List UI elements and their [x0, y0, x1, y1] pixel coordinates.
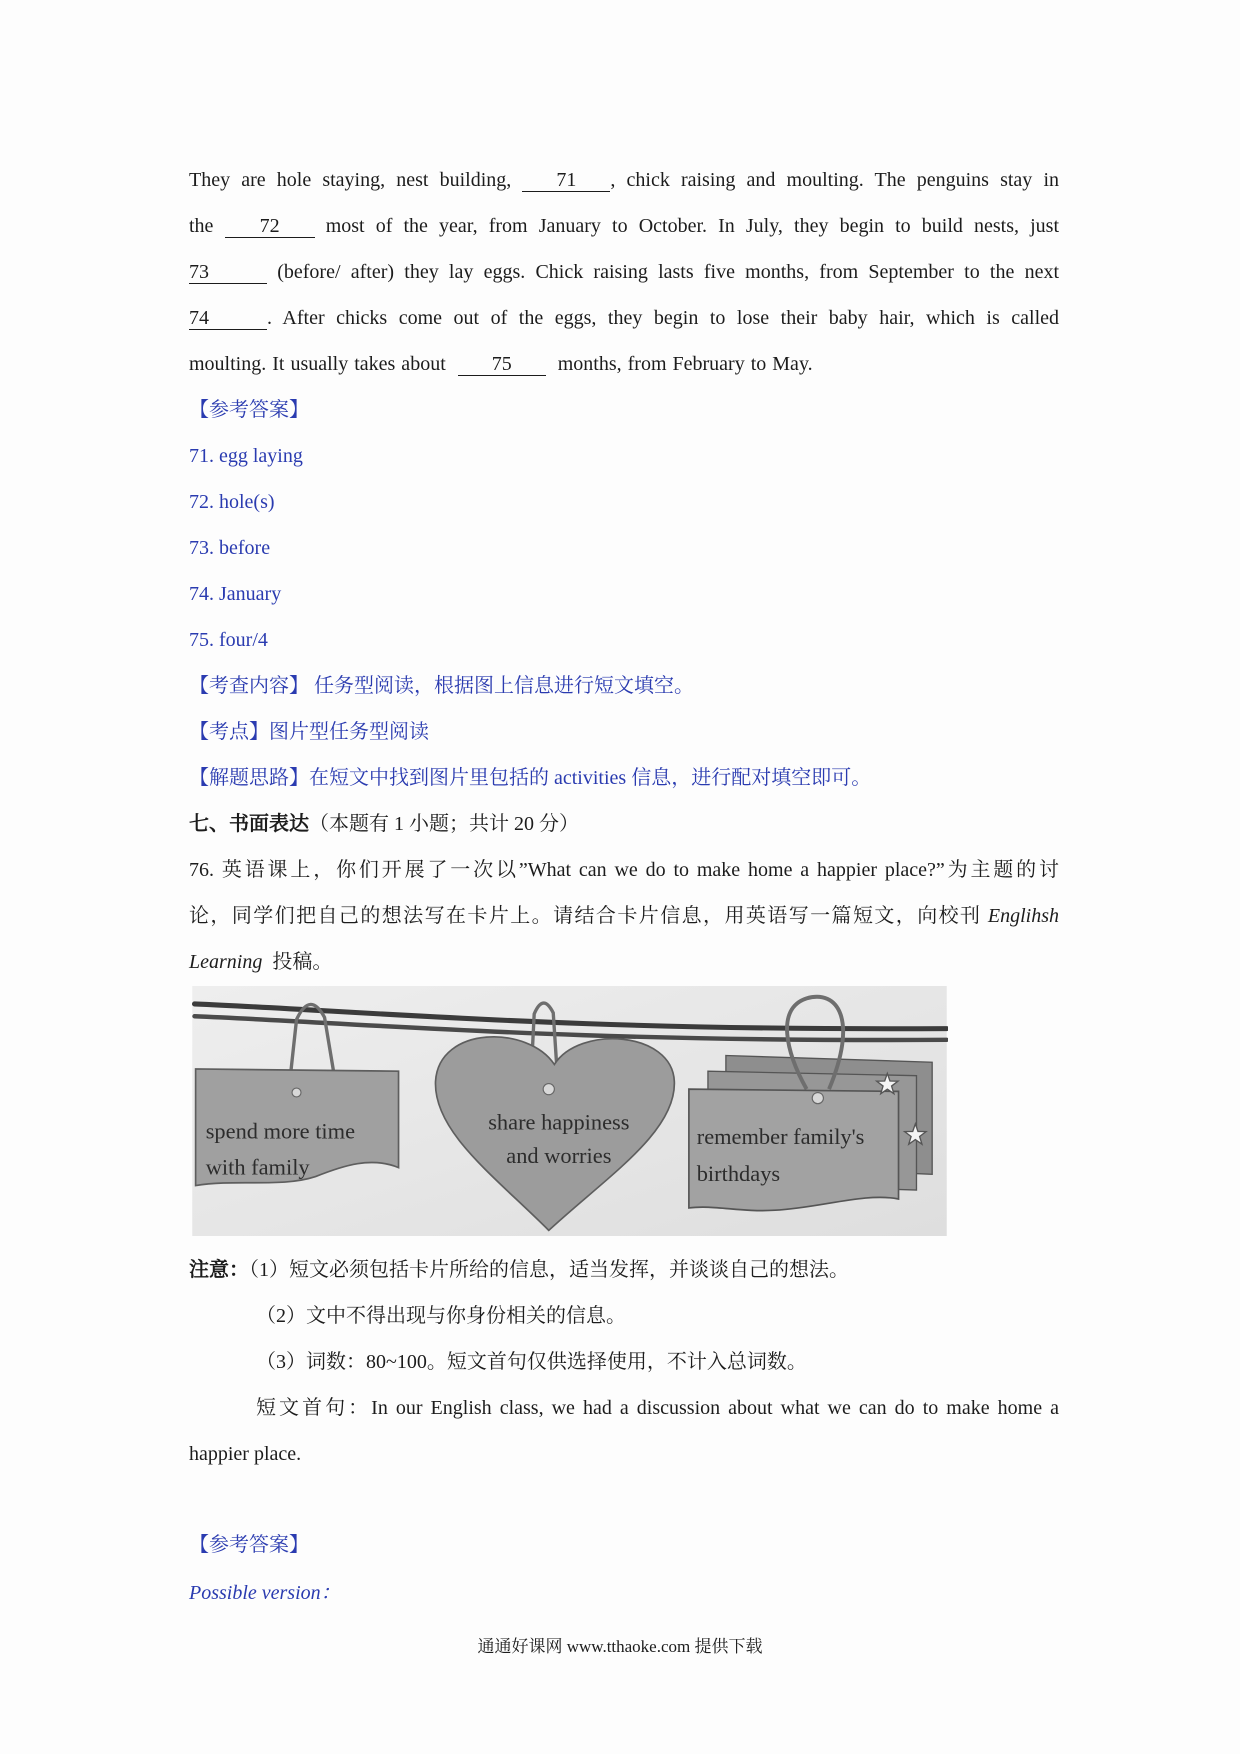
- passage-text: (before/ after) they lay eggs. Chick raising lasts five months, from September to the next: [277, 261, 1060, 283]
- magazine-name: Englihsh: [987, 905, 1060, 927]
- blank-74: 74: [189, 307, 267, 330]
- section-heading: [189, 810, 1059, 838]
- analysis-approach: 【解题思路】在短文中找到图片里包括的 activities 信息，进行配对填空即可。: [189, 767, 872, 789]
- passage-line: [189, 304, 1059, 332]
- note-item: （3）词数：80~100。短文首句仅供选择使用，不计入总词数。: [256, 1351, 807, 1373]
- first-sentence-text: In our English class, we had a discussion about what we can do to make home a: [371, 1397, 1059, 1419]
- question-line: [189, 902, 1059, 930]
- section-score-note: （本题有 1 小题；共计 20 分）: [309, 813, 579, 835]
- question-text: 投稿。: [272, 951, 333, 973]
- card-text: share happiness: [488, 1109, 630, 1135]
- note-item: （1）短文必须包括卡片所给的信息，适当发挥，并谈谈自己的想法。: [249, 1259, 849, 1281]
- answer-item: 72. hole(s): [189, 491, 275, 513]
- cards-illustration: [191, 986, 948, 1236]
- card-text: with family: [205, 1154, 310, 1180]
- card-front-layer: [689, 1089, 899, 1210]
- blank-72: 72: [225, 215, 315, 238]
- passage-line: [189, 212, 1059, 240]
- passage-text: most of the year, from January to October. In July, they begin to build nests, just: [325, 215, 1060, 237]
- card-text: birthdays: [696, 1161, 781, 1187]
- passage-text: They are hole staying, nest building,: [189, 169, 512, 191]
- answer-item: 73. before: [189, 537, 271, 559]
- notes-label: 注意：: [189, 1259, 249, 1281]
- card-hole: [812, 1093, 823, 1104]
- card-text: spend more time: [205, 1118, 356, 1144]
- passage-text: the: [189, 215, 214, 237]
- passage-line: [189, 258, 1059, 286]
- blank-71: 71: [522, 169, 610, 192]
- blank-73: 73: [189, 261, 267, 284]
- possible-version-label: Possible version：: [189, 1582, 341, 1604]
- note-item: （2）文中不得出现与你身份相关的信息。: [256, 1305, 626, 1327]
- question-text: 76. 英语课上，你们开展了一次以”What can we do to make home a happier place?”为主题的讨: [189, 859, 1059, 881]
- blank-75: 75: [458, 353, 546, 376]
- passage-text: months, from February to May.: [557, 353, 813, 375]
- first-sentence-line: happier place.: [189, 1443, 302, 1465]
- answer-item: 75. four/4: [189, 629, 268, 651]
- question-line: [189, 856, 1059, 884]
- passage-line: [189, 350, 1059, 378]
- first-sentence-line: [256, 1394, 1059, 1422]
- card-hole: [543, 1084, 554, 1095]
- passage-text: . After chicks come out of the eggs, they begin to lose their baby hair, which is called: [267, 307, 1059, 329]
- answer-label: 【参考答案】: [189, 1534, 309, 1556]
- answer-label: 【参考答案】: [189, 399, 309, 421]
- card-text: and worries: [506, 1143, 612, 1169]
- page-footer: 通通好课网 www.tthaoke.com 提供下载: [477, 1637, 763, 1656]
- passage-line: [189, 166, 1059, 194]
- cards-svg: [191, 986, 948, 1236]
- notes-line: [189, 1256, 1059, 1284]
- answer-item: 74. January: [189, 583, 282, 605]
- card-text: remember family's: [696, 1124, 865, 1150]
- section-title: 七、书面表达: [189, 813, 309, 835]
- magazine-name: Learning: [189, 951, 263, 973]
- analysis-point: 【考点】图片型任务型阅读: [189, 721, 429, 743]
- first-sentence-label: 短文首句：: [256, 1397, 372, 1419]
- question-text: 论，同学们把自己的想法写在卡片上。请结合卡片信息，用英语写一篇短文，向校刊: [189, 905, 982, 927]
- card-hole: [292, 1088, 301, 1097]
- passage-text: moulting. It usually takes about: [189, 353, 446, 375]
- question-line: [189, 948, 1059, 976]
- answer-item: 71. egg laying: [189, 445, 303, 467]
- passage-text: , chick raising and moulting. The penguins stay in: [610, 169, 1059, 191]
- analysis-content: 【考查内容】 任务型阅读，根据图上信息进行短文填空。: [189, 675, 694, 697]
